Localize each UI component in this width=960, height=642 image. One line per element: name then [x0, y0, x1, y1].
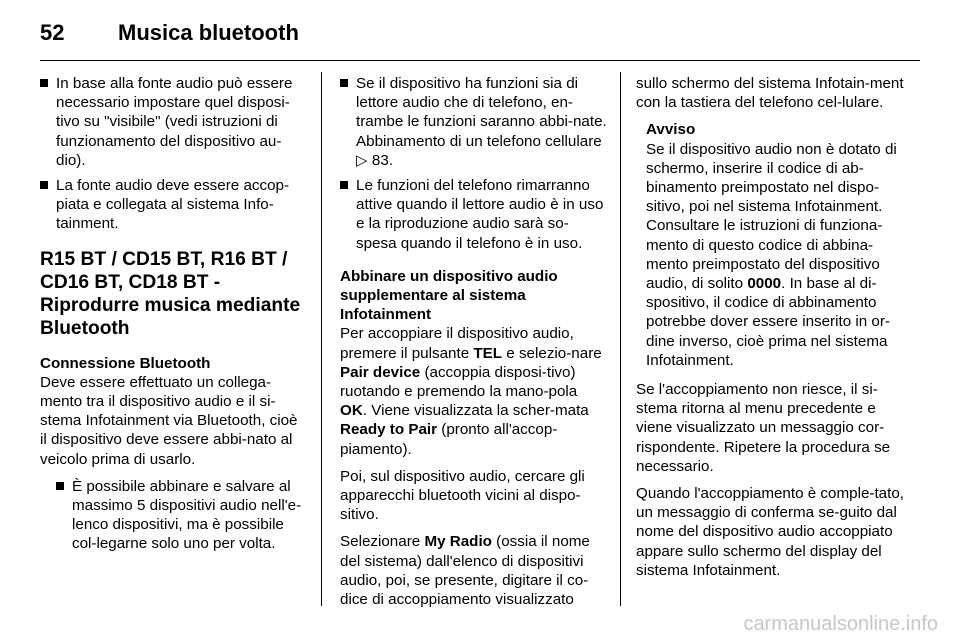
- column-1: [40, 74, 306, 560]
- paragraph: Selezionare My Radio (ossia il nome del sistema) dall'elenco di dispositivi audio, poi, se presente, digitare il co-dice di accoppiamento visualizzato: [340, 533, 590, 609]
- paragraph: Poi, sul dispositivo audio, cercare gli apparecchi bluetooth vicini al dispo-sitivo.: [340, 467, 585, 524]
- header-divider: [40, 60, 920, 61]
- note-box: [646, 120, 904, 370]
- square-bullet-icon: [340, 79, 348, 87]
- square-bullet-icon: [340, 181, 348, 189]
- bullet-item: [340, 74, 608, 170]
- subheading-abbinare: Abbinare un dispositivo audio supplementare al sistema Infotainment: [340, 267, 558, 324]
- page-reference-link[interactable]: 83.: [371, 151, 394, 169]
- paragraph: Deve essere effettuato un collega-mento tra il dispositivo audio e il si-stema Infotainment via Bluetooth, cioè il dispositivo deve essere abbi-nato al veicolo prima di usarlo.: [40, 373, 298, 468]
- subheading-connessione: Connessione Bluetooth: [40, 354, 211, 372]
- page-ref-arrow-icon: ▷: [356, 151, 368, 169]
- square-bullet-icon: [40, 181, 48, 189]
- paragraph: Se l'accoppiamento non riesce, il si-stema ritorna al menu precedente e viene visualizzato un messaggio cor-rispondente. Ripetere la procedura se necessario.: [636, 381, 891, 475]
- bullet-item: [56, 477, 306, 554]
- note-title: Avviso: [646, 121, 696, 139]
- paragraph: sullo schermo del sistema Infotain-ment con la tastiera del telefono cel-lulare.: [636, 75, 904, 112]
- square-bullet-icon: [56, 482, 64, 490]
- note-text: Se il dispositivo audio non è dotato di schermo, inserire il codice di ab-binamento preimpostato nel dispo-sitivo, poi nel sistema Infotainment. Consultare le istruzioni di funziona-mento di questo codice di abbina-mento preimpostato del dispositivo audio, di solito 0000. In base al di-spositivo, il codice di abbinamento potrebbe dover essere inserito in or-dine inverso, cioè prima nel sistema Infotainment.: [646, 140, 897, 369]
- bullet-text: La fonte audio deve essere accop-piata e collegata al sistema Info-tainment.: [56, 177, 290, 233]
- column-3: [636, 74, 904, 588]
- page-number: 52: [40, 20, 65, 45]
- bullet-text: Se il dispositivo ha funzioni sia di lettore audio che di telefono, en-trambe le funzioni saranno abbi-nate. Abbinamento di un telefono cellulare ▷ 83.: [356, 75, 607, 169]
- section-heading: R15 BT / CD15 BT, R16 BT / CD16 BT, CD18 BT - Riprodurre musica mediante Bluetooth: [40, 248, 301, 339]
- column-divider-2: [620, 72, 621, 606]
- column-divider-1: [321, 72, 322, 606]
- column-2: [340, 74, 608, 617]
- bullet-text: È possibile abbinare e salvare al massimo 5 dispositivi audio nell'e-lenco dispositivi, ma è possibile col-legarne solo uno per volta.: [72, 477, 302, 553]
- bullet-text: In base alla fonte audio può essere necessario impostare quel disposi-tivo su "visibile" (vedi istruzioni di funzionamento del dispositivo au-dio).: [56, 75, 293, 169]
- square-bullet-icon: [40, 79, 48, 87]
- page-header: [40, 14, 920, 54]
- paragraph: Quando l'accoppiamento è comple-tato, un messaggio di conferma se-guito dal nome del dispositivo audio accoppiato appare sullo schermo del display del sistema Infotainment.: [636, 485, 904, 579]
- bullet-text: Le funzioni del telefono rimarranno attive quando il lettore audio è in uso e la riproduzione audio sarà so-spesa quando il telefono è in uso.: [356, 177, 604, 252]
- bullet-item: [40, 176, 306, 234]
- bullet-item: [40, 74, 306, 170]
- page-title: Musica bluetooth: [118, 20, 299, 45]
- paragraph: Per accoppiare il dispositivo audio, premere il pulsante TEL e selezio-nare Pair device (accoppia disposi-tivo) ruotando e premendo la mano-pola OK. Viene visualizzata la scher-mata Ready to Pair (pronto all'accop-piamento).: [340, 325, 602, 458]
- watermark: carmanualsonline.info: [743, 613, 938, 635]
- bullet-item: [340, 176, 608, 253]
